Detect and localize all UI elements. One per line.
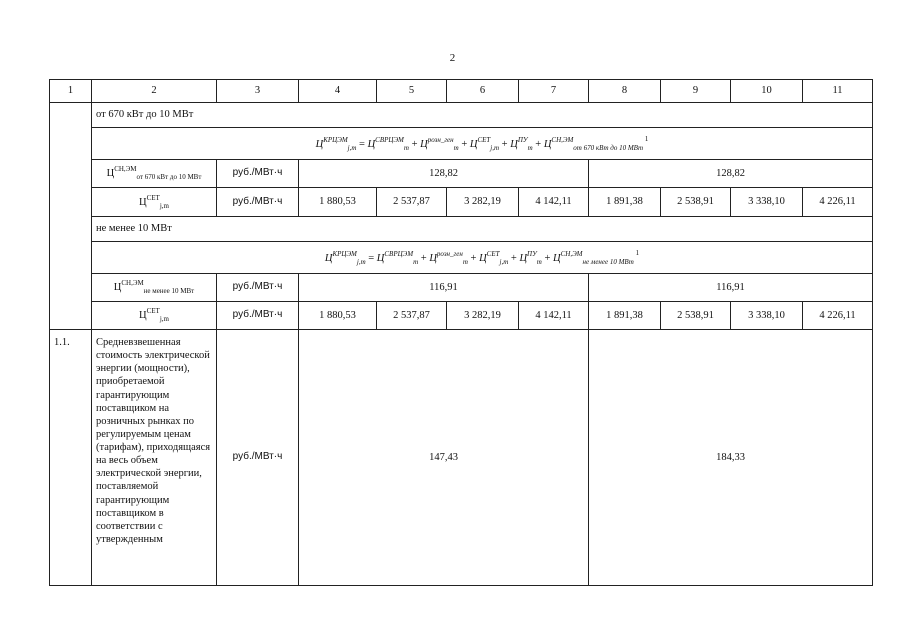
group-a-set-value: 1 891,38 — [589, 188, 661, 217]
group-b-set-value: 3 282,19 — [447, 302, 519, 330]
group-a-sn-label — [92, 160, 217, 188]
header-cell: 5 — [377, 80, 447, 103]
formula-term: $Ц^{розн\_ген}_m$ — [429, 249, 468, 266]
formula-operator: + — [499, 138, 511, 150]
formula-operator: = — [365, 252, 377, 264]
group-a-set-value: 4 142,11 — [519, 188, 589, 217]
group-a-set-value: 4 226,11 — [803, 188, 873, 217]
tariff-table — [49, 79, 873, 586]
item-1-1-row — [50, 330, 873, 586]
formula-term: $Ц^{СЕТ}_{j,m}$ — [469, 135, 500, 152]
group-a-set-value: 3 282,19 — [447, 188, 519, 217]
header-cell: 3 — [217, 80, 299, 103]
group-b-set-unit: руб./МВт·ч — [217, 302, 299, 330]
price-symbol: $Ц^{СН,ЭМ}_{от 670 кВт до 10 МВт}$ — [106, 165, 202, 182]
item-1-1-value-right: 184,33 — [589, 330, 873, 586]
item-1-1-unit: руб./МВт·ч — [217, 330, 299, 586]
formula-operator: + — [508, 252, 520, 264]
group-b-set-value: 1 891,38 — [589, 302, 661, 330]
formula-operator: + — [408, 138, 421, 150]
formula-term: $Ц^{ПУ}_m$ — [510, 135, 533, 152]
formula-operator: = — [356, 138, 368, 150]
group-b-sn-value-left: 116,91 — [299, 274, 589, 302]
formula-term: $Ц^{СЕТ}_{j,m}$ — [479, 249, 509, 266]
group-a-label: от 670 кВт до 10 МВт — [92, 103, 873, 128]
item-1-1-value-left: 147,43 — [299, 330, 589, 586]
formula-footnote: 1 — [633, 248, 640, 257]
group-b-set-row — [50, 302, 873, 330]
group-a-set-label — [92, 188, 217, 217]
group-b-label-row — [50, 217, 873, 242]
index-cell-empty — [50, 103, 92, 330]
group-b-formula — [92, 242, 873, 274]
group-a-set-row — [50, 188, 873, 217]
formula-term: $Ц^{розн\_ген}_m$ — [420, 135, 459, 152]
formula-footnote: 1 — [643, 134, 649, 143]
group-b-set-value: 1 880,53 — [299, 302, 377, 330]
header-cell: 1 — [50, 80, 92, 103]
formula-operator: + — [541, 252, 554, 264]
formula-operator: + — [532, 138, 544, 150]
page-number: 2 — [449, 52, 456, 64]
group-a-formula — [92, 128, 873, 160]
formula-operator: + — [418, 252, 430, 264]
group-b-sn-label — [92, 274, 217, 302]
formula-term: $Ц^{СН,ЭМ}_{от 670 кВт до 10 МВт}$ — [543, 135, 644, 152]
formula-lhs: $Ц^{КРЦЭМ}_{j,m}$ — [315, 135, 357, 152]
price-symbol: $Ц^{СЕТ}_{j,m}$ — [139, 307, 169, 324]
group-b-set-value: 3 338,10 — [731, 302, 803, 330]
formula-term: $Ц^{СВРЦЭМ}_m$ — [376, 249, 419, 266]
group-b-sn-unit: руб./МВт·ч — [217, 274, 299, 302]
group-b-set-value: 2 538,91 — [661, 302, 731, 330]
group-a-label-row — [50, 103, 873, 128]
formula-term: $Ц^{СВРЦЭМ}_m$ — [367, 135, 409, 152]
group-b-sn-value-right: 116,91 — [589, 274, 873, 302]
group-b-label: не менее 10 МВт — [92, 217, 873, 242]
price-symbol: $Ц^{СЕТ}_{j,m}$ — [139, 193, 169, 210]
group-a-sn-unit: руб./МВт·ч — [217, 160, 299, 188]
group-a-set-value: 2 537,87 — [377, 188, 447, 217]
header-row — [50, 80, 873, 103]
header-cell: 10 — [731, 80, 803, 103]
header-cell: 4 — [299, 80, 377, 103]
group-a-set-value: 2 538,91 — [661, 188, 731, 217]
group-b-formula-row — [50, 242, 873, 274]
group-b-set-value: 4 142,11 — [519, 302, 589, 330]
group-a-formula-row — [50, 128, 873, 160]
group-a-sn-row — [50, 160, 873, 188]
formula-lhs: $Ц^{КРЦЭМ}_{j,m}$ — [324, 249, 366, 266]
group-b-set-label — [92, 302, 217, 330]
header-cell: 6 — [447, 80, 519, 103]
group-b-sn-row — [50, 274, 873, 302]
formula-term: $Ц^{ПУ}_m$ — [519, 249, 542, 266]
item-1-1-description: Средневзвешенная стоимость электрической энергии (мощности), приобретаемой гарантирующим поставщиком на розничных рынках по регулируемым ценам (тарифам), приходящаяся на весь объем электрической энергии, поставляемой гарантирующим поставщиком в соответствии с утвержденным — [92, 330, 217, 586]
group-b-set-value: 4 226,11 — [803, 302, 873, 330]
item-1-1-index: 1.1. — [50, 330, 92, 586]
group-a-set-value: 3 338,10 — [731, 188, 803, 217]
group-a-set-unit: руб./МВт·ч — [217, 188, 299, 217]
header-cell: 8 — [589, 80, 661, 103]
header-cell: 2 — [92, 80, 217, 103]
price-symbol: $Ц^{СН,ЭМ}_{не менее 10 МВт}$ — [113, 279, 195, 296]
formula-operator: + — [458, 138, 470, 150]
group-a-sn-value-left: 128,82 — [299, 160, 589, 188]
group-a-sn-value-right: 128,82 — [589, 160, 873, 188]
formula-operator: + — [467, 252, 480, 264]
header-cell: 9 — [661, 80, 731, 103]
group-b-set-value: 2 537,87 — [377, 302, 447, 330]
formula-term: $Ц^{СН,ЭМ}_{не менее 10 МВт}$ — [553, 249, 634, 266]
header-cell: 7 — [519, 80, 589, 103]
group-a-set-value: 1 880,53 — [299, 188, 377, 217]
header-cell: 11 — [803, 80, 873, 103]
